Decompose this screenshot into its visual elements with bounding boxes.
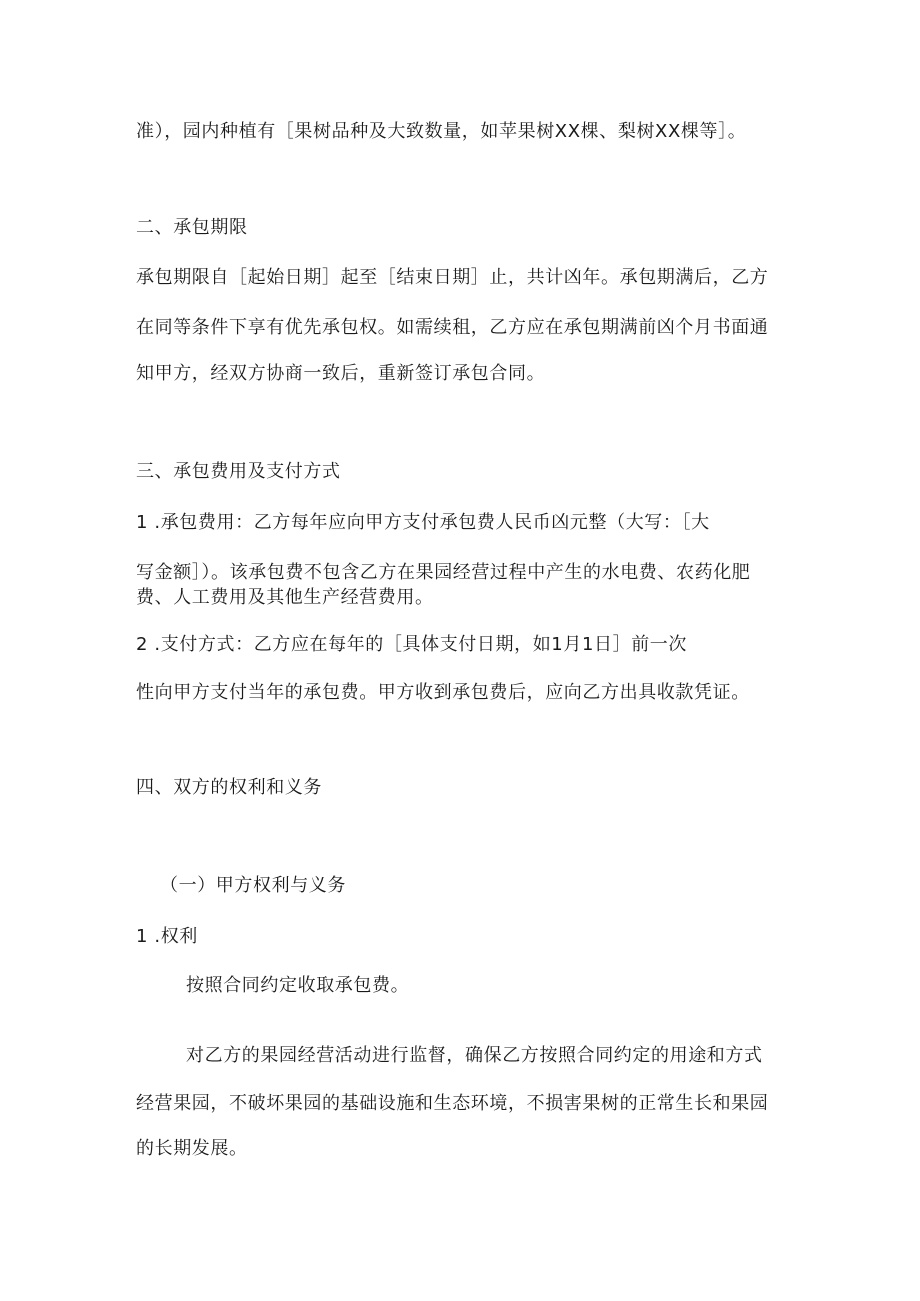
rights-label: 1 .权利 [136,926,198,947]
subsection-heading-party-a: （一）甲方权利与义务 [160,875,346,896]
section-heading-fees: 三、承包费用及支付方式 [136,461,341,482]
right-item-2-line-1: 对乙方的果园经营活动进行监督，确保乙方按照合同约定的用途和方式 [186,1045,763,1066]
fees-item-2-line-2: 性向甲方支付当年的承包费。甲方收到承包费后，应向乙方出具收款凭证。 [136,682,750,703]
fees-item-1-line-3: 费、人工费用及其他生产经营费用。 [136,587,434,608]
fees-item-2-line-1: 2 .支付方式：乙方应在每年的［具体支付日期，如1月1日］前一次 [136,634,687,655]
term-paragraph-line-2: 在同等条件下享有优先承包权。如需续租，乙方应在承包期满前凶个月书面通 [136,317,769,338]
fees-item-1-line-2: 写金额］）。该承包费不包含乙方在果园经营过程中产生的水电费、农药化肥 [136,562,751,583]
intro-paragraph-line: 准），园内种植有［果树品种及大致数量，如苹果树XX棵、梨树XX棵等］。 [136,121,747,142]
right-item-2-line-3: 的长期发展。 [136,1138,248,1159]
fees-item-1-line-1: 1 .承包费用：乙方每年应向甲方支付承包费人民币凶元整（大写：［大 [136,512,710,533]
section-heading-rights: 四、双方的权利和义务 [136,777,322,798]
section-heading-term: 二、承包期限 [136,217,248,238]
right-item-1: 按照合同约定收取承包费。 [186,975,410,996]
term-paragraph-line-1: 承包期限自［起始日期］起至［结束日期］止，共计凶年。承包期满后，乙方 [136,267,769,288]
right-item-2-line-2: 经营果园，不破坏果园的基础设施和生态环境，不损害果树的正常生长和果园 [136,1093,769,1114]
term-paragraph-line-3: 知甲方，经双方协商一致后，重新签订承包合同。 [136,363,546,384]
